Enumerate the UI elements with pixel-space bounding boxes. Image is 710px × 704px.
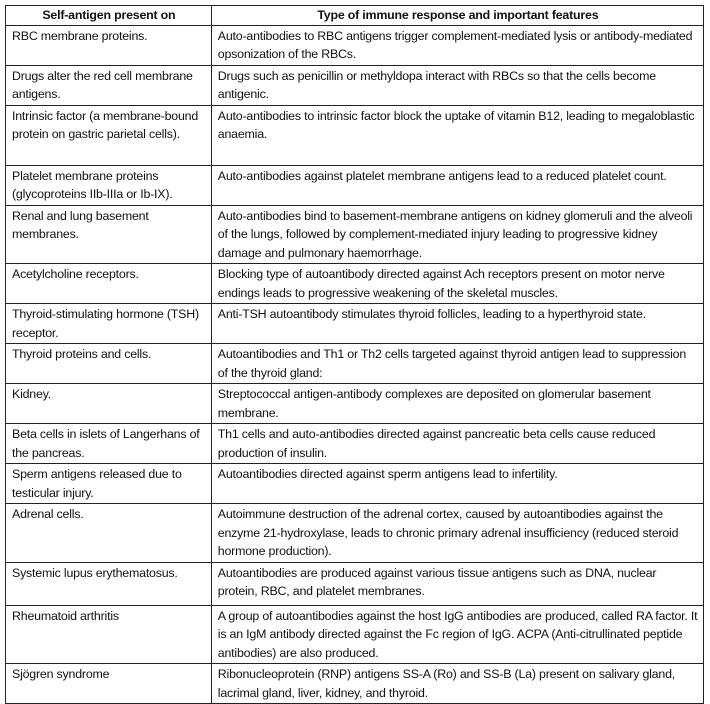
table-row: [6, 105, 704, 165]
response-cell: Blocking type of autoantibody directed against Ach receptors present on motor nerve endings leads to progressive weakening of the skeletal muscles.: [211, 264, 703, 304]
response-cell: A group of autoantibodies against the host IgG antibodies are produced, called RA factor. It is an IgM antibody directed against the Fc region of IgG. ACPA (Anti-citrullinated peptide antibodies) are also produced.: [211, 605, 703, 664]
response-cell: Autoantibodies and Th1 or Th2 cells targeted against thyroid antigen lead to suppression of the thyroid gland:: [211, 344, 703, 384]
header-row: [6, 6, 704, 26]
antigen-cell: Sperm antigens released due to testicular injury.: [6, 464, 212, 504]
response-cell: Anti-TSH autoantibody stimulates thyroid follicles, leading to a hyperthyroid state.: [211, 304, 703, 344]
autoimmune-antigen-table: [5, 5, 704, 704]
table-row: [6, 424, 704, 464]
table-row: [6, 384, 704, 424]
antigen-cell: Sjögren syndrome: [6, 664, 212, 704]
antigen-cell: RBC membrane proteins.: [6, 25, 212, 65]
antigen-cell: Adrenal cells.: [6, 504, 212, 563]
antigen-cell: Rheumatoid arthritis: [6, 605, 212, 664]
response-cell: Streptococcal antigen-antibody complexes are deposited on glomerular basement membrane.: [211, 384, 703, 424]
antigen-cell: Thyroid-stimulating hormone (TSH) receptor.: [6, 304, 212, 344]
antigen-cell: Thyroid proteins and cells.: [6, 344, 212, 384]
header-immune-response: Type of immune response and important features: [211, 6, 703, 26]
table-row: [6, 264, 704, 304]
response-cell: Auto-antibodies bind to basement-membrane antigens on kidney glomeruli and the alveoli of the lungs, followed by complement-mediated injury leading to progressive kidney damage and pulmonary haemorrhage.: [211, 205, 703, 264]
response-cell: Drugs such as penicillin or methyldopa interact with RBCs so that the cells become antigenic.: [211, 65, 703, 105]
table-row: [6, 504, 704, 563]
table-row: [6, 25, 704, 65]
antigen-cell: Platelet membrane proteins (glycoproteins IIb-IIIa or Ib-IX).: [6, 165, 212, 205]
antigen-cell: Renal and lung basement membranes.: [6, 205, 212, 264]
table-body: [6, 25, 704, 704]
response-cell: Autoimmune destruction of the adrenal cortex, caused by autoantibodies against the enzyme 21-hydroxylase, leads to chronic primary adrenal insufficiency (reduced steroid hormone production).: [211, 504, 703, 563]
table-row: [6, 464, 704, 504]
response-cell: Ribonucleoprotein (RNP) antigens SS-A (Ro) and SS-B (La) present on salivary gland, lacrimal gland, liver, kidney, and thyroid.: [211, 664, 703, 704]
response-cell: Auto-antibodies to intrinsic factor block the uptake of vitamin B12, leading to megaloblastic anaemia.: [211, 105, 703, 165]
response-cell: Auto-antibodies to RBC antigens trigger complement-mediated lysis or antibody-mediated opsonization of the RBCs.: [211, 25, 703, 65]
header-self-antigen: Self-antigen present on: [6, 6, 212, 26]
table-row: [6, 664, 704, 704]
response-cell: Th1 cells and auto-antibodies directed against pancreatic beta cells cause reduced production of insulin.: [211, 424, 703, 464]
response-cell: Auto-antibodies against platelet membrane antigens lead to a reduced platelet count.: [211, 165, 703, 205]
antigen-cell: Systemic lupus erythematosus.: [6, 562, 212, 605]
table-row: [6, 562, 704, 605]
table-row: [6, 65, 704, 105]
antigen-cell: Beta cells in islets of Langerhans of the pancreas.: [6, 424, 212, 464]
table-row: [6, 205, 704, 264]
antigen-cell: Acetylcholine receptors.: [6, 264, 212, 304]
antigen-cell: Intrinsic factor (a membrane-bound protein on gastric parietal cells).: [6, 105, 212, 165]
antigen-cell: Kidney.: [6, 384, 212, 424]
table-row: [6, 304, 704, 344]
response-cell: Autoantibodies directed against sperm antigens lead to infertility.: [211, 464, 703, 504]
table-row: [6, 605, 704, 664]
response-cell: Autoantibodies are produced against various tissue antigens such as DNA, nuclear protein, RBC, and platelet membranes.: [211, 562, 703, 605]
antigen-cell: Drugs alter the red cell membrane antigens.: [6, 65, 212, 105]
table-row: [6, 344, 704, 384]
table-row: [6, 165, 704, 205]
